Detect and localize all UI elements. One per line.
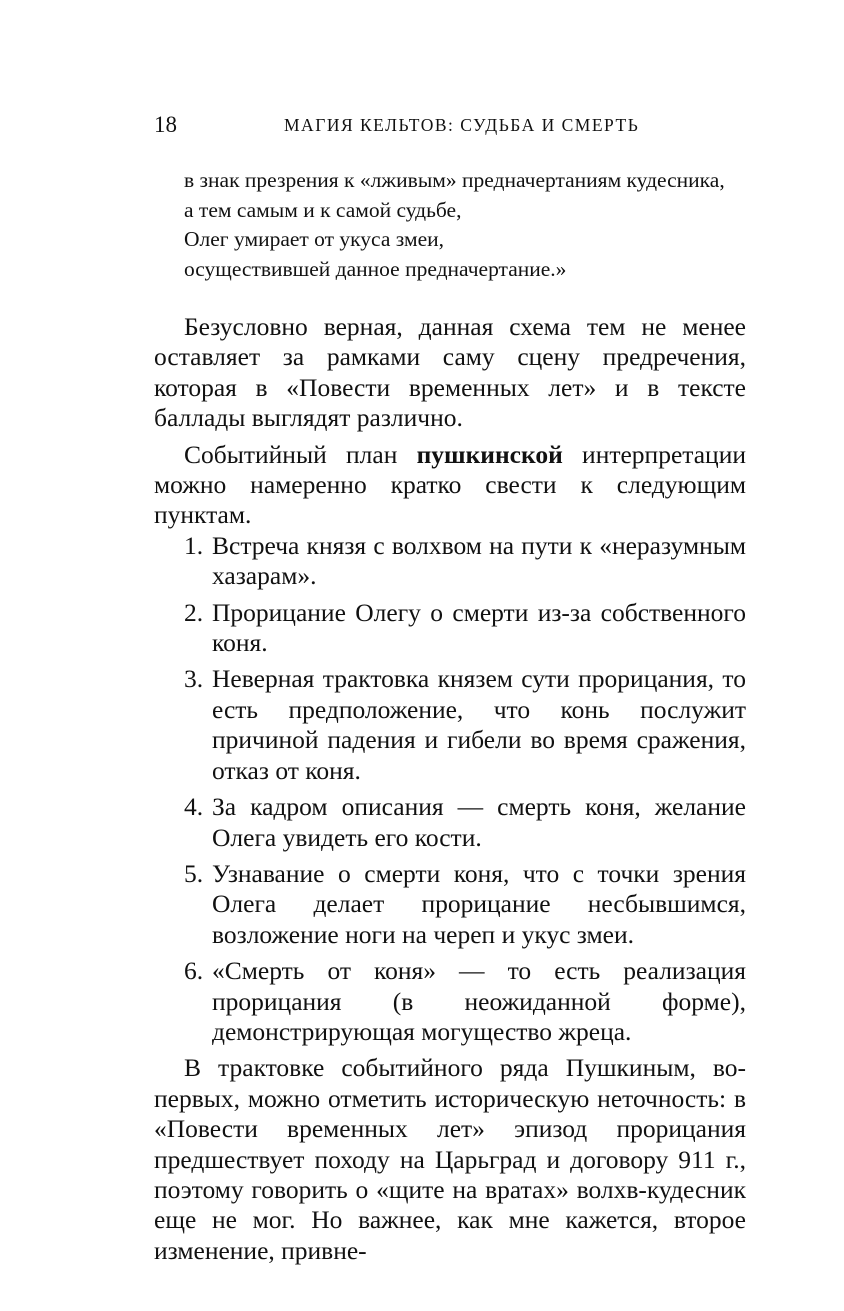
body-text bbox=[154, 312, 746, 1266]
bold-term: пушкинской bbox=[416, 439, 563, 469]
paragraph-2-start: Событийный план bbox=[184, 439, 417, 469]
page-number: 18 bbox=[154, 112, 177, 137]
list-item bbox=[154, 598, 746, 659]
list-item-text: За кадром описания — смерть коня, желание Олега увидеть его кости. bbox=[212, 792, 746, 852]
list-item-text: «Смерть от коня» — то есть реализация прорицания (в неожиданной форме), демонстрирующая могущество жреца. bbox=[212, 956, 746, 1046]
list-item bbox=[154, 956, 746, 1047]
page-header bbox=[154, 112, 746, 142]
list-item-number: 6. bbox=[184, 956, 204, 986]
list-item bbox=[154, 531, 746, 592]
paragraph-1: Безусловно верная, данная схема тем не менее оставляет за рамками саму сцену предречения, которая в «Повести временных лет» и в тексте баллады выглядят различно. bbox=[154, 312, 746, 433]
list-item-text: Встреча князя с волхвом на пути к «неразумным хазарам». bbox=[212, 530, 746, 591]
list-item-text: Неверная трактовка князем сути прорицания, то есть предположение, что конь послужит причиной падения и гибели во время сражения, отказ от коня. bbox=[212, 664, 746, 785]
quote-block bbox=[184, 166, 764, 284]
list-item-number: 5. bbox=[184, 858, 204, 888]
quote-line: Олег умирает от укуса змеи, bbox=[184, 227, 444, 251]
quote-line: осуществившей данное предначертание.» bbox=[184, 256, 567, 281]
list-item-number: 1. bbox=[184, 530, 204, 560]
list-item-number: 2. bbox=[184, 597, 204, 627]
quote-line: в знак презрения к «лживым» предначертаниям кудесника, bbox=[184, 168, 725, 192]
paragraph-2 bbox=[154, 440, 746, 531]
list-item bbox=[154, 664, 746, 786]
list-item bbox=[154, 792, 746, 853]
list-item-number: 4. bbox=[184, 792, 204, 822]
event-list bbox=[154, 531, 746, 1048]
list-item-number: 3. bbox=[184, 664, 204, 694]
list-item-text: Узнавание о смерти коня, что с точки зрения Олега делает прорицание несбывшимся, возложение ноги на череп и укус змеи. bbox=[212, 858, 746, 949]
list-item-text: Прорицание Олегу о смерти из-за собственного коня. bbox=[212, 597, 746, 658]
paragraph-3: В трактовке событийного ряда Пушкиным, во-первых, можно отметить историческую неточность: в «Повести временных лет» эпизод прорицания предшествует походу на Царьград и договору 911 г., поэтому говорить о «щите на вратах» волхв-кудесник еще не мог. Но важнее, как мне кажется, второе изменение, привне- bbox=[154, 1053, 746, 1265]
paragraph-2-end: интерпретации можно намеренно кратко свести к следующим пунктам. bbox=[154, 439, 746, 530]
running-title: МАГИЯ КЕЛЬТОВ: СУДЬБА И СМЕРТЬ bbox=[284, 115, 640, 135]
quote-line: а тем самым и к самой судьбе, bbox=[184, 197, 462, 222]
list-item bbox=[154, 859, 746, 950]
